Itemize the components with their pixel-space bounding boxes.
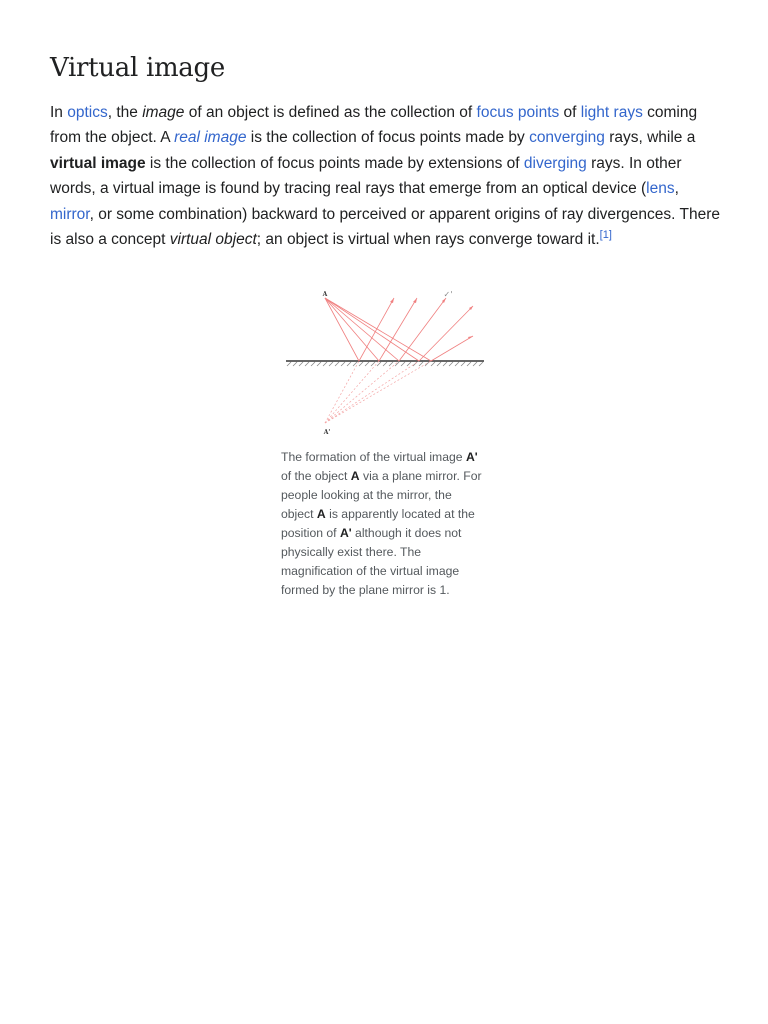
caption-text: via a plane mirror. For people looking at the mirror, the object (281, 469, 482, 521)
intro-text: , the (107, 103, 143, 121)
link-mirror[interactable]: mirror (50, 205, 90, 223)
eye-icon: ✓' (443, 290, 453, 299)
caption-term: A' (465, 450, 478, 464)
caption-term: A' (339, 526, 352, 540)
link-real-image[interactable] (174, 129, 246, 146)
caption-text: The formation of the virtual image (281, 450, 466, 464)
virtual-ray-extensions (325, 361, 431, 423)
caption-term: A (316, 507, 326, 521)
link-real-image-text: real image (174, 129, 247, 147)
caption-text: is apparently located at the position of (281, 507, 475, 540)
term-virtual-object: virtual object (169, 231, 257, 249)
term-image: image (142, 103, 185, 121)
intro-text: ; an object is virtual when rays converge toward it. (256, 231, 600, 249)
link-optics[interactable]: optics (67, 103, 108, 121)
intro-text: , (674, 180, 679, 198)
intro-text: , or some combination) backward to perceived or apparent origins of ray divergences. There is also a concept (50, 205, 720, 249)
mirror-hatching (287, 362, 483, 366)
page-title: Virtual image (50, 53, 225, 83)
term-virtual-image: virtual image (50, 154, 146, 172)
reference-superscript (600, 226, 612, 241)
intro-text: is the collection of focus points made by (246, 129, 530, 147)
intro-paragraph (50, 100, 722, 253)
link-diverging[interactable]: diverging (523, 154, 587, 172)
link-light-rays[interactable]: light rays (580, 103, 643, 121)
figure-caption (281, 448, 485, 600)
link-lens[interactable]: lens (646, 180, 675, 198)
caption-text: although it does not physically exist there. The magnification of the virtual image formed by the plane mirror is 1. (281, 526, 462, 597)
caption-text: of the object (281, 469, 351, 483)
label-object-a: A (322, 291, 328, 298)
link-converging[interactable]: converging (529, 129, 605, 147)
intro-text: is the collection of focus points made by extensions of (145, 154, 524, 172)
figure-thumbnail (281, 282, 487, 600)
intro-text: In (50, 103, 68, 121)
caption-term: A (350, 469, 360, 483)
intro-text: rays, while a (604, 129, 696, 147)
article-content (50, 52, 722, 253)
intro-text: rays. In other words, a virtual image is found by tracing real rays that emerge from an optical device ( (50, 154, 682, 198)
incident-rays (325, 298, 431, 361)
intro-text: of (559, 103, 581, 121)
mirror-diagram[interactable] (281, 282, 487, 440)
intro-text: of an object is defined as the collection of (184, 103, 477, 121)
intro-text: coming from the object. A (50, 103, 698, 147)
reflected-rays (359, 298, 473, 361)
label-image-a-prime: A' (323, 429, 331, 436)
link-focus-points[interactable]: focus points (476, 103, 560, 121)
reference-link[interactable]: [1] (599, 229, 612, 242)
